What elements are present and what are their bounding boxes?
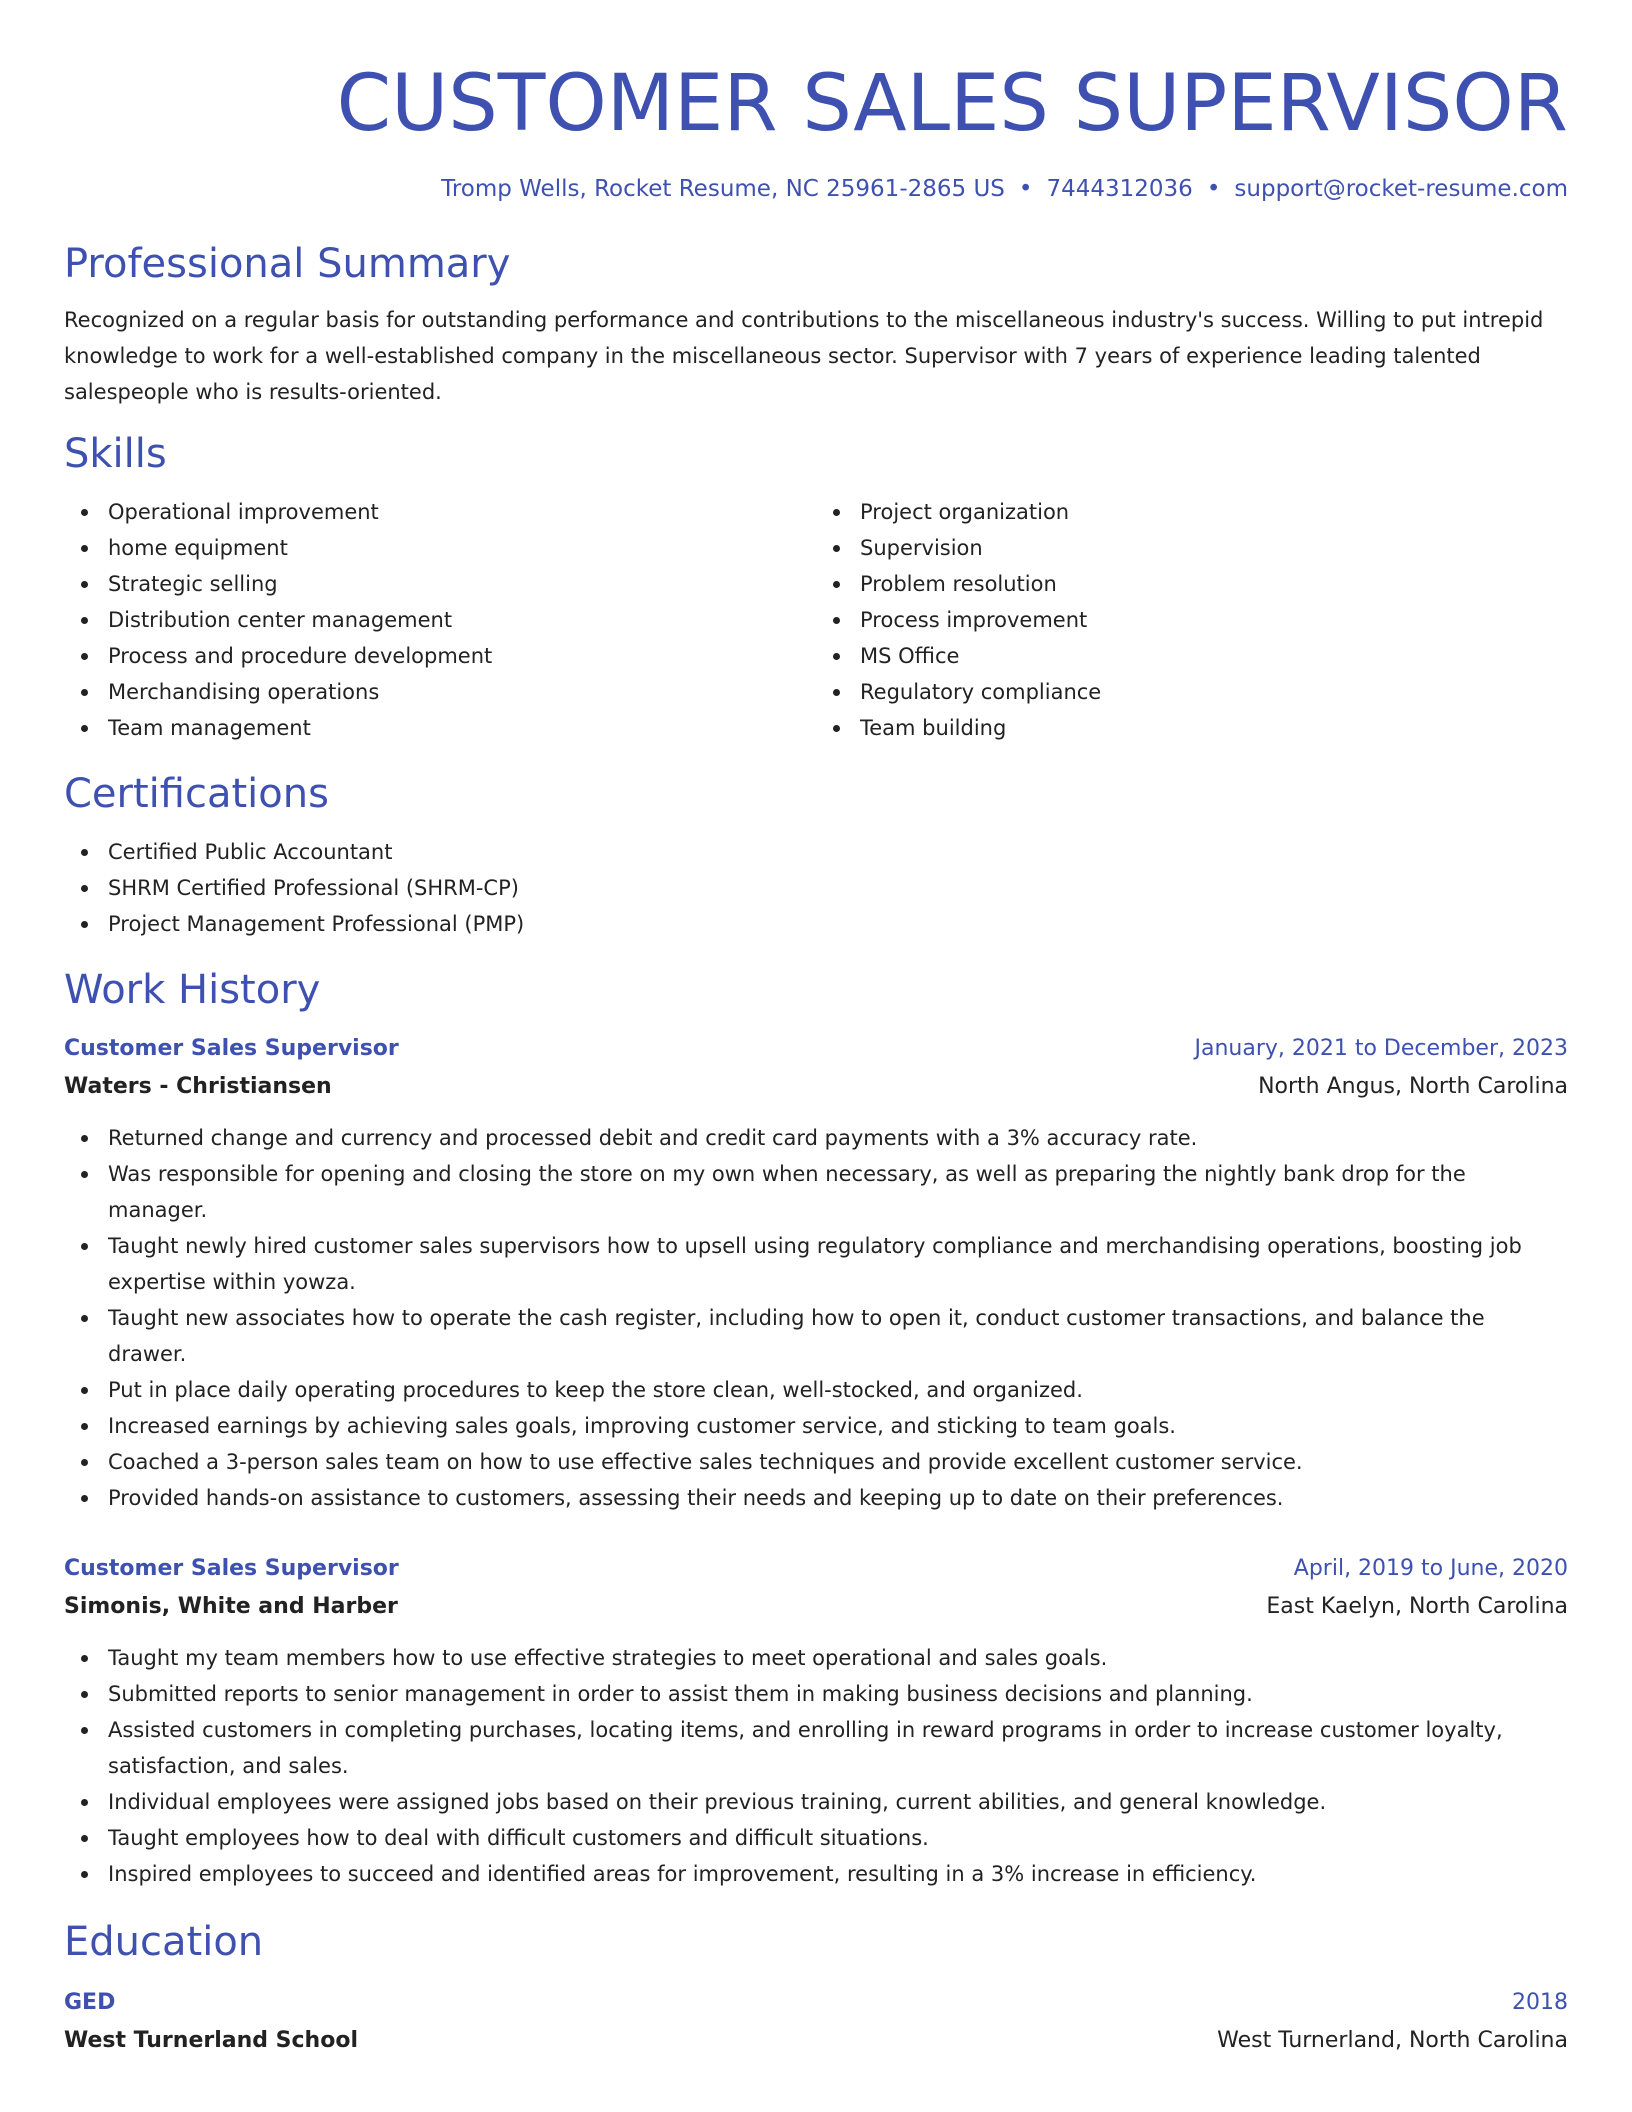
contact-separator: •	[1018, 176, 1033, 202]
job-location: East Kaelyn, North Carolina	[1266, 1594, 1568, 1619]
certifications-title: Certifications	[64, 771, 329, 817]
job-bullet: Put in place daily operating procedures to keep the store clean, well-stocked, and organized.	[64, 1372, 1568, 1408]
job-bullet: Individual employees were assigned jobs based on their previous training, current abilities, and general knowledge.	[64, 1784, 1568, 1820]
job-bullet: Returned change and currency and processed debit and credit card payments with a 3% accuracy rate.	[64, 1120, 1568, 1156]
education-degree: GED	[64, 1990, 116, 2015]
job-bullet: Taught new associates how to operate the cash register, including how to open it, conduct customer transactions, and balance the drawer.	[64, 1300, 1568, 1372]
contact-address: Tromp Wells, Rocket Resume, NC 25961-2865 US	[441, 176, 1005, 202]
job-bullets	[64, 1640, 1568, 1892]
skill-item: home equipment	[64, 530, 816, 566]
education-school: West Turnerland School	[64, 2028, 358, 2053]
contact-line	[64, 172, 1568, 206]
summary-title: Professional Summary	[64, 241, 511, 287]
skill-item: Project organization	[816, 494, 1568, 530]
skills-columns	[64, 494, 1568, 746]
summary-section	[64, 236, 1568, 410]
skill-item: Supervision	[816, 530, 1568, 566]
job-company: Simonis, White and Harber	[64, 1594, 398, 1619]
resume-name: CUSTOMER SALES SUPERVISOR	[336, 59, 1568, 149]
skill-item: Regulatory compliance	[816, 674, 1568, 710]
job-bullet: Coached a 3-person sales team on how to use effective sales techniques and provide excellent customer service.	[64, 1444, 1568, 1480]
education-title: Education	[64, 1919, 264, 1965]
job-entry	[64, 1550, 1568, 1892]
skill-item: Process and procedure development	[64, 638, 816, 674]
skills-section	[64, 426, 1568, 746]
certification-item: Certified Public Accountant	[64, 834, 1568, 870]
education-year: 2018	[1512, 1990, 1568, 2015]
skills-list-right	[816, 494, 1568, 746]
job-entry	[64, 1030, 1568, 1516]
education-school-row	[64, 2022, 1568, 2060]
job-bullet: Was responsible for opening and closing the store on my own when necessary, as well as preparing the nightly bank drop for the manager.	[64, 1156, 1568, 1228]
skills-list-left	[64, 494, 816, 746]
certification-item: SHRM Certified Professional (SHRM-CP)	[64, 870, 1568, 906]
skill-item: Distribution center management	[64, 602, 816, 638]
job-title: Customer Sales Supervisor	[64, 1036, 399, 1061]
job-header-row	[64, 1030, 1568, 1068]
contact-email: support@rocket-resume.com	[1234, 176, 1568, 202]
certifications-list	[64, 834, 1568, 942]
contact-separator: •	[1206, 176, 1221, 202]
contact-phone: 7444312036	[1046, 176, 1193, 202]
skills-column-left	[64, 494, 816, 746]
job-bullet: Taught employees how to deal with difficult customers and difficult situations.	[64, 1820, 1568, 1856]
work-history-section	[64, 962, 1568, 1892]
skill-item: Operational improvement	[64, 494, 816, 530]
skill-item: Merchandising operations	[64, 674, 816, 710]
skills-column-right	[816, 494, 1568, 746]
job-bullet: Assisted customers in completing purchases, locating items, and enrolling in reward programs in order to increase customer loyalty, satisfaction, and sales.	[64, 1712, 1568, 1784]
job-bullet: Increased earnings by achieving sales goals, improving customer service, and sticking to team goals.	[64, 1408, 1568, 1444]
skill-item: Strategic selling	[64, 566, 816, 602]
job-bullet: Inspired employees to succeed and identified areas for improvement, resulting in a 3% increase in efficiency.	[64, 1856, 1568, 1892]
education-header-row	[64, 1984, 1568, 2022]
job-location: North Angus, North Carolina	[1258, 1074, 1568, 1099]
job-company-row	[64, 1068, 1568, 1106]
job-header-row	[64, 1550, 1568, 1588]
job-bullet: Taught my team members how to use effective strategies to meet operational and sales goals.	[64, 1640, 1568, 1676]
job-dates: January, 2021 to December, 2023	[1194, 1036, 1568, 1061]
work-history-title: Work History	[64, 967, 321, 1013]
skill-item: Team building	[816, 710, 1568, 746]
skill-item: MS Office	[816, 638, 1568, 674]
education-section	[64, 1914, 1568, 2060]
summary-text: Recognized on a regular basis for outstanding performance and contributions to the miscellaneous industry's success. Willing to put intrepid knowledge to work for a well-established company in the miscellaneous sector. Supervisor with 7 years of experience leading talented salespeople who is results-oriented.	[64, 308, 1544, 404]
skill-item: Problem resolution	[816, 566, 1568, 602]
job-title: Customer Sales Supervisor	[64, 1556, 399, 1581]
skill-item: Team management	[64, 710, 816, 746]
resume-header	[64, 0, 1568, 206]
job-company-row	[64, 1588, 1568, 1626]
skill-item: Process improvement	[816, 602, 1568, 638]
skills-title: Skills	[64, 431, 167, 477]
job-bullet: Taught newly hired customer sales supervisors how to upsell using regulatory compliance and merchandising operations, boosting job expertise within yowza.	[64, 1228, 1568, 1300]
education-entry	[64, 1984, 1568, 2060]
education-location: West Turnerland, North Carolina	[1217, 2028, 1568, 2053]
job-bullets	[64, 1120, 1568, 1516]
job-bullet: Provided hands-on assistance to customers, assessing their needs and keeping up to date on their preferences.	[64, 1480, 1568, 1516]
job-company: Waters - Christiansen	[64, 1074, 332, 1099]
job-bullet: Submitted reports to senior management in order to assist them in making business decisions and planning.	[64, 1676, 1568, 1712]
certification-item: Project Management Professional (PMP)	[64, 906, 1568, 942]
certifications-section	[64, 766, 1568, 942]
job-dates: April, 2019 to June, 2020	[1293, 1556, 1568, 1581]
